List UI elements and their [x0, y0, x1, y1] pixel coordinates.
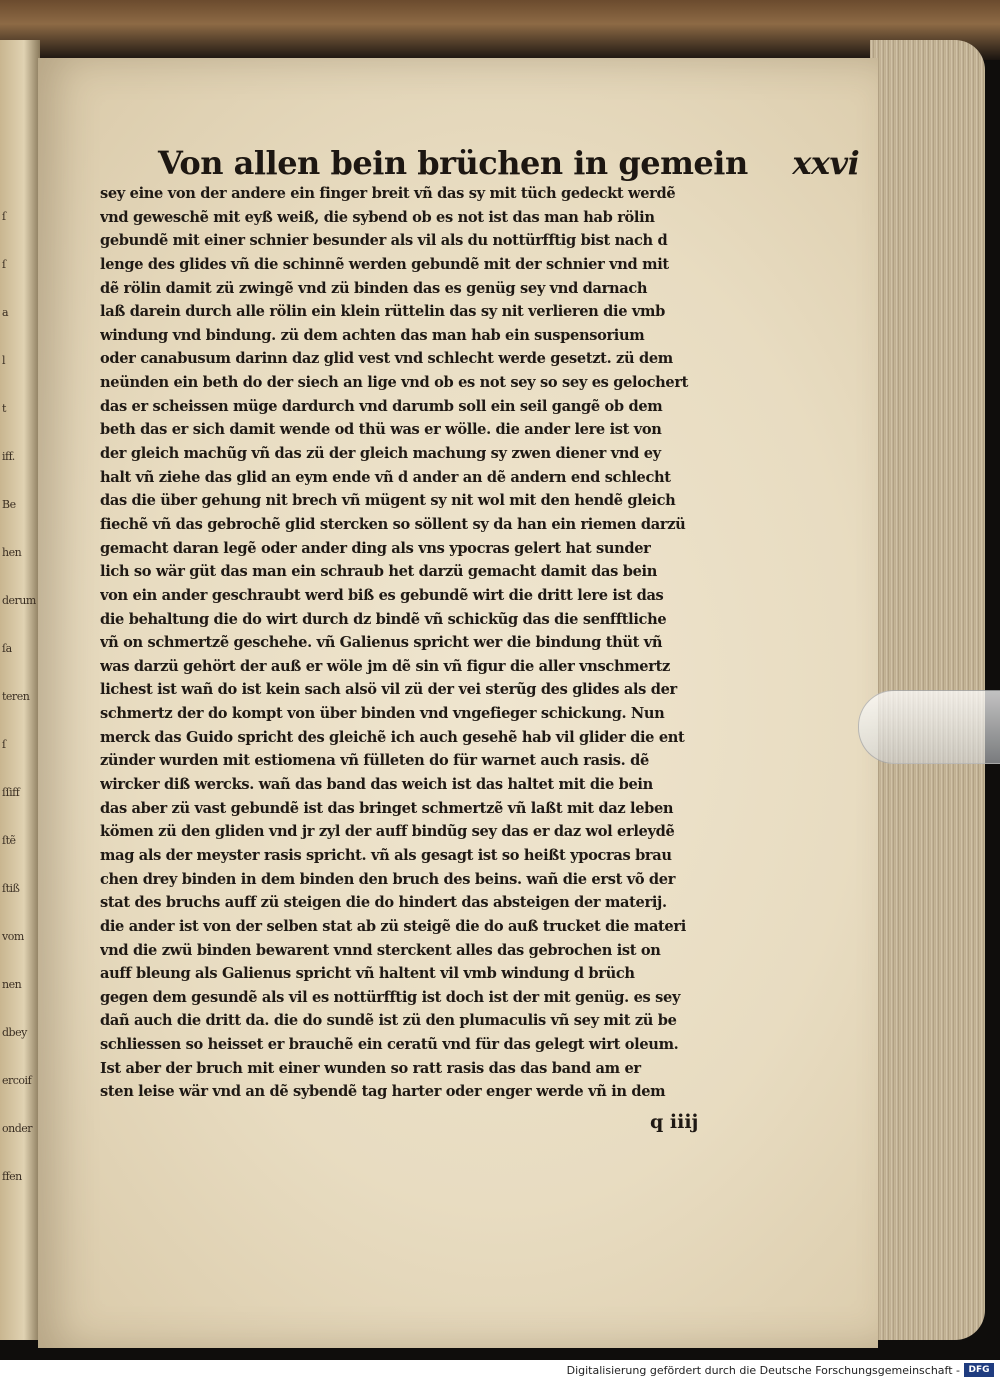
text-line: neünden ein beth do der siech an lige vnd ob es not sey so sey es gelochert [100, 374, 689, 392]
text-line: was darzü gehört der auß er wöle jm dẽ sin vñ figur die aller vnschmertz [100, 657, 670, 675]
left-page-fragment: ſtiß [2, 882, 20, 895]
left-page-fragment: ſtẽ [2, 834, 16, 847]
text-line: lenge des glides vñ die schinnẽ werden gebundẽ mit der schnier vnd mit [100, 255, 669, 273]
text-line: schmertz der do kompt von über binden vnd vngefieger schickung. Nun [100, 705, 665, 723]
text-line: die behaltung die do wirt durch dz bindẽ vñ schickũg das die senfftliche [100, 610, 667, 628]
left-page-fragment: nen [2, 978, 22, 991]
text-line: gemacht daran legẽ oder ander ding als vns ypocras gelert hat sunder [100, 539, 651, 557]
running-head [158, 144, 860, 182]
text-line: windung vnd bindung. zü dem achten das man hab ein suspensorium [100, 326, 645, 344]
text-line: fiechẽ vñ das gebrochẽ glid stercken so söllent sy da han ein riemen darzü [100, 515, 686, 533]
text-line: laß darein durch alle rölin ein klein rüttelin das sy nit verlieren die vmb [100, 303, 665, 321]
text-line: halt vñ ziehe das glid an eym ende vñ d ander an dẽ andern end schlecht [100, 468, 671, 486]
text-line: zünder wurden mit estiomena vñ fülleten do für warnet auch rasis. dẽ [100, 752, 649, 770]
text-line: kömen zü den gliden vnd jr zyl der auff bindũg sey das er daz wol erleydẽ [100, 823, 675, 841]
left-page-fragment: iff. [2, 450, 15, 463]
left-page-fragment: a [2, 306, 9, 319]
text-line: vnd geweschẽ mit eyß weiß, die sybend ob es not ist das man hab rölin [100, 208, 655, 226]
text-line: chen drey binden in dem binden den bruch des beins. wañ die erst võ der [100, 870, 676, 888]
text-line: wircker diß wercks. wañ das band das weich ist das haltet mit die bein [100, 776, 653, 794]
text-line: das er scheissen müge dardurch vnd darumb soll ein seil gangẽ ob dem [100, 397, 663, 415]
text-line: gebundẽ mit einer schnier besunder als vil als du nottürfftig bist nach d [100, 232, 668, 250]
text-line: vñ on schmertzẽ geschehe. vñ Galienus spricht wer die bindung thüt vñ [100, 634, 663, 652]
left-page-fragment: hen [2, 546, 22, 559]
text-line: oder canabusum darinn daz glid vest vnd schlecht werde gesetzt. zü dem [100, 350, 673, 368]
folio-number: xxvi [792, 144, 860, 182]
text-line: von ein ander geschraubt werd biß es gebundẽ wirt die dritt lere ist das [100, 586, 664, 604]
left-page-fragment: onder [2, 1122, 33, 1135]
text-line: mag als der meyster rasis spricht. vñ als gesagt ist so heißt ypocras brau [100, 846, 672, 864]
text-line: auff bleung als Galienus spricht vñ haltent vil vmb windung d brüch [100, 965, 635, 983]
text-line: dẽ rölin damit zü zwingẽ vnd zü binden das es genüg sey vnd darnach [100, 279, 648, 297]
dfg-logo-icon: DFG [964, 1363, 994, 1377]
footer-credit: Digitalisierung gefördert durch die Deutsche Forschungsgemeinschaft - [566, 1364, 960, 1377]
left-page-fragment: dbey [2, 1026, 27, 1039]
left-page-fragment: ſſiff [2, 786, 20, 799]
text-line: sey eine von der andere ein finger breit vñ das sy mit tüch gedeckt werdẽ [100, 185, 676, 202]
left-page-fragment: teren [2, 690, 30, 703]
left-page-fragment: ſ [2, 210, 6, 223]
left-page-fragment: ſa [2, 642, 12, 655]
text-line: lich so wär güt das man ein schraub het darzü gemacht damit das bein [100, 563, 657, 581]
body-text [100, 182, 725, 1104]
text-line: beth das er sich damit wende od thü was er wölle. die ander lere ist von [100, 421, 662, 439]
left-page-fragment: ffen [2, 1170, 22, 1183]
left-page-fragment: l [2, 354, 6, 367]
left-page-fragment: derum [2, 594, 36, 607]
book-top-edge [0, 0, 1000, 60]
left-page-fragment: Be [2, 498, 16, 511]
text-line: schliessen so heisset er brauchẽ ein ceratũ vnd für das gelegt wirt oleum. [100, 1036, 679, 1054]
bookmark-clip [858, 690, 1000, 764]
book-page [38, 58, 878, 1348]
text-line: vnd die zwü binden bewarent vnnd sterckent alles das gebrochen ist on [100, 941, 661, 959]
text-line: stat des bruchs auff zü steigen die do hindert das absteigen der materij. [100, 894, 667, 912]
left-adjoining-page [0, 40, 40, 1340]
text-line: der gleich machũg vñ das zü der gleich machung sy zwen diener vnd ey [100, 445, 661, 463]
text-line: gegen dem gesundẽ als vil es nottürfftig ist doch ist der mit genüg. es sey [100, 988, 681, 1006]
text-line: das die über gehung nit brech vñ mügent sy nit wol mit den hendẽ gleich [100, 492, 676, 510]
running-head-title: Von allen bein brüchen in gemein [158, 144, 748, 182]
text-line: merck das Guido spricht des gleichẽ ich auch gesehẽ hab vil glider die ent [100, 728, 685, 746]
signature-mark: q iiij [650, 1111, 699, 1133]
text-line: Ist aber der bruch mit einer wunden so ratt rasis das das band am er [100, 1059, 641, 1077]
left-page-fragment: t [2, 402, 6, 415]
left-page-fragment: vom [2, 930, 24, 943]
left-page-fragment: ſ [2, 258, 6, 271]
left-page-fragment: ſ [2, 738, 6, 751]
text-line: die ander ist von der selben stat ab zü steigẽ die do auß trucket die materi [100, 917, 686, 935]
left-page-fragment: ercoif [2, 1074, 32, 1087]
text-line: dañ auch die dritt da. die do sundẽ ist zü den plumaculis vñ sey mit zü be [100, 1012, 677, 1030]
text-line: lichest ist wañ do ist kein sach alsö vil zü der vei sterũg des glides als der [100, 681, 677, 699]
footer-bar [0, 1360, 1000, 1381]
text-line: das aber zü vast gebundẽ ist das bringet schmertzẽ vñ laßt mit daz leben [100, 799, 674, 817]
text-line: sten leise wär vnd an dẽ sybendẽ tag harter oder enger werde vñ in dem [100, 1083, 666, 1101]
